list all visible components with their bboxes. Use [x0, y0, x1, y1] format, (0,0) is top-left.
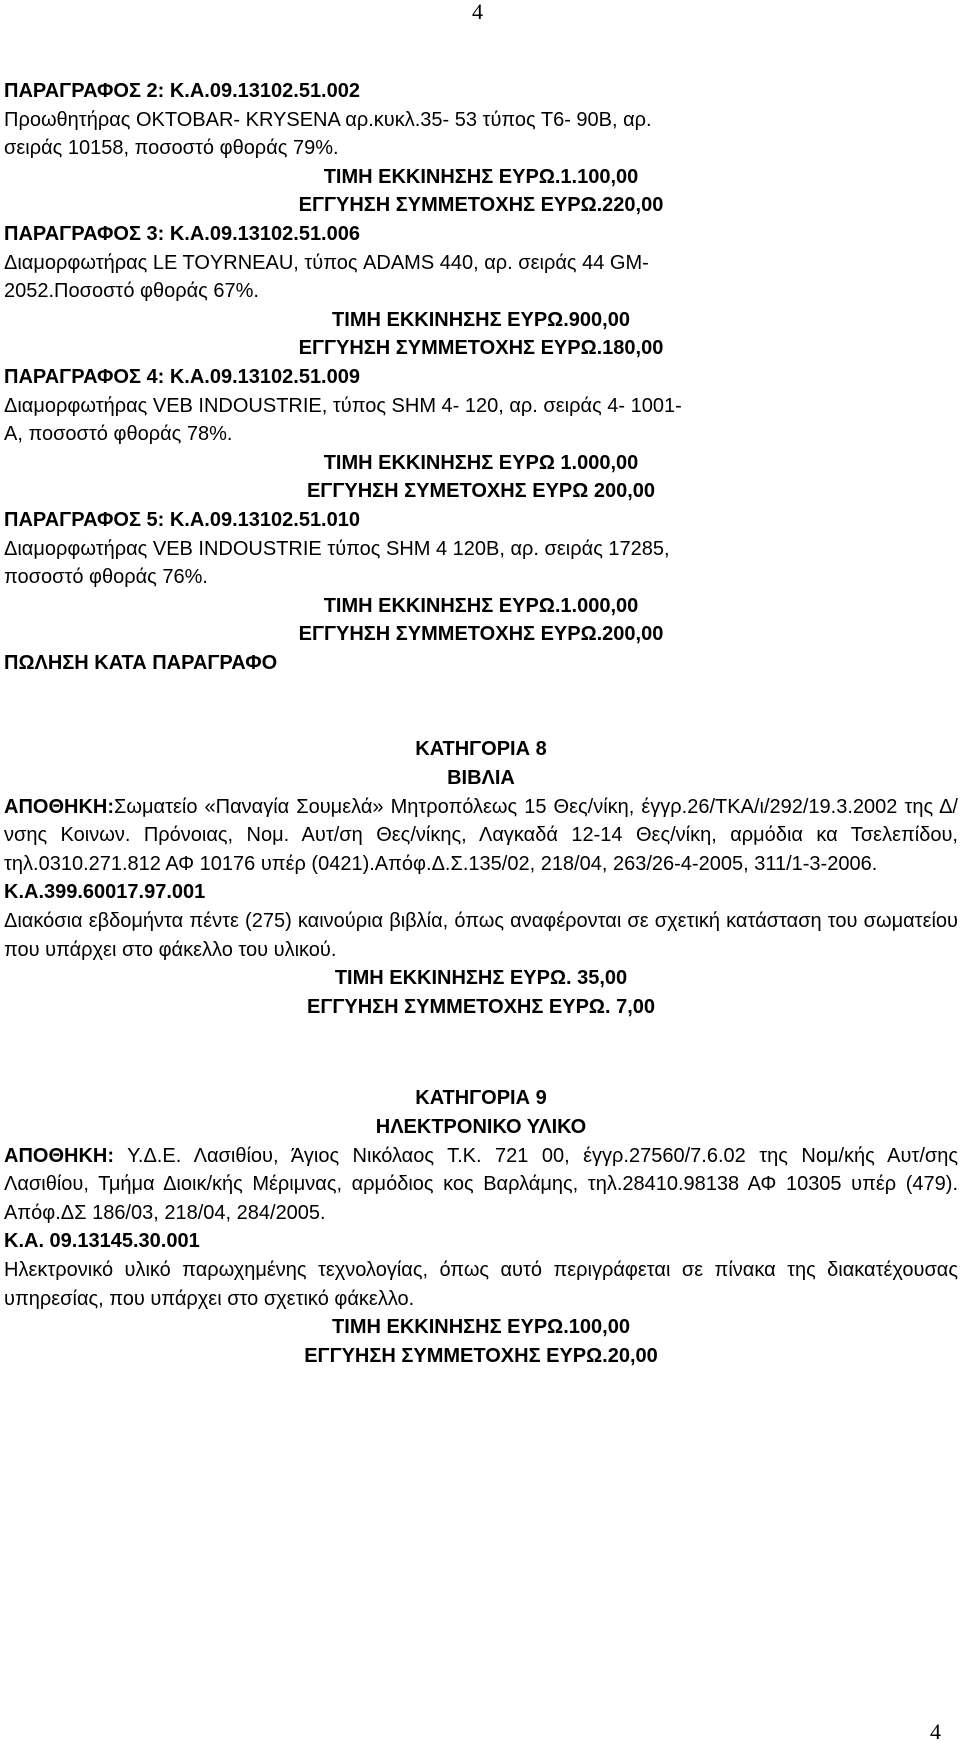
participation-guarantee: ΕΓΓΥΗΣΗ ΣΥΜΜΕΤΟΧΗΣ ΕΥΡΩ.220,00 — [298, 194, 664, 217]
item-description: Ηλεκτρονικό υλικό παρωχημένης τεχνολογίας, όπως αυτό περιγράφεται σε πίνακα της διακατέχουσας υπηρεσίας, που υπάρχει στο σχετικό φάκελλο. — [4, 1258, 958, 1310]
item-description-line: σειράς 10158, ποσοστό φθοράς 79%. — [4, 137, 339, 160]
starting-price: ΤΙΜΗ ΕΚΚΙΝΗΣΗΣ ΕΥΡΩ 1.000,00 — [323, 451, 639, 474]
starting-price: ΤΙΜΗ ΕΚΚΙΝΗΣΗΣ ΕΥΡΩ.1.100,00 — [323, 165, 639, 188]
category-8 — [4, 735, 958, 1021]
page-number-top: 4 — [472, 0, 483, 24]
participation-guarantee: ΕΓΓΥΗΣΗ ΣΥΜΕΤΟΧΗΣ ΕΥΡΩ 200,00 — [306, 480, 656, 503]
item-description-line: A, ποσοστό φθοράς 78%. — [4, 423, 233, 446]
budget-code: Κ.Α. 09.13145.30.001 — [4, 1230, 200, 1253]
participation-guarantee: ΕΓΓΥΗΣΗ ΣΥΜΜΕΤΟΧΗΣ ΕΥΡΩ.200,00 — [298, 623, 664, 646]
page-number-bottom: 4 — [930, 1719, 941, 1744]
warehouse-label: ΑΠΟΘΗΚΗ: — [4, 795, 114, 818]
starting-price: ΤΙΜΗ ΕΚΚΙΝΗΣΗΣ ΕΥΡΩ.900,00 — [332, 308, 630, 331]
item-description-line: Διαμορφωτήρας VEB INDOUSTRIE, τύπος SHM 4- 120, αρ. σειράς 4- 1001- — [4, 394, 682, 417]
paragraph-heading: ΠΑΡΑΓΡΑΦΟΣ 4: Κ.Α.09.13102.51.009 — [4, 365, 360, 388]
participation-guarantee: ΕΓΓΥΗΣΗ ΣΥΜΜΕΤΟΧΗΣ ΕΥΡΩ.20,00 — [304, 1344, 658, 1367]
category-title: ΚΑΤΗΓΟΡΙΑ 8 — [415, 738, 547, 761]
budget-code: Κ.Α.399.60017.97.001 — [4, 881, 206, 904]
item-description-line: ποσοστό φθοράς 76%. — [4, 566, 208, 589]
item-description-line: Διαμορφωτήρας LE TOYRNEAU, τύπος ADAMS 440, αρ. σειράς 44 GM- — [4, 251, 649, 274]
warehouse-info — [4, 1142, 958, 1228]
participation-guarantee: ΕΓΓΥΗΣΗ ΣΥΜΜΕΤΟΧΗΣ ΕΥΡΩ.180,00 — [298, 337, 664, 360]
warehouse-info — [4, 793, 958, 879]
category-subtitle: ΗΛΕΚΤΡΟΝΙΚΟ ΥΛΙΚΟ — [375, 1116, 587, 1138]
warehouse-label: ΑΠΟΘΗΚΗ: — [4, 1144, 114, 1167]
paragraph-heading: ΠΑΡΑΓΡΑΦΟΣ 5: Κ.Α.09.13102.51.010 — [4, 508, 360, 531]
paragraph-heading: ΠΑΡΑΓΡΑΦΟΣ 3: Κ.Α.09.13102.51.006 — [4, 222, 360, 245]
item-description: Διακόσια εβδομήντα πέντε (275) καινούρια βιβλία, όπως αναφέρονται σε σχετική κατάσταση του σωματείου που υπάρχει στο φάκελλο του υλικού. — [4, 910, 958, 961]
paragraph-4 — [4, 363, 958, 506]
warehouse-text: Υ.Δ.Ε. Λασιθίου, Άγιος Νικόλαος Τ.Κ. 721 00, έγγρ.27560/7.6.02 της Νομ/κής Αυτ/σης Λασιθίου, Τμήμα Διοικ/κής Μέριμνας, αρμόδιος κος Βαρλάμης, τηλ.28410.98138 ΑΦ 10305 υπέρ (479). Απόφ.ΔΣ 186/03, 218/04, 284/2005. — [4, 1144, 958, 1224]
warehouse-text: Σωματείο «Παναγία Σουμελά» Μητροπόλεως 15 Θες/νίκη, έγγρ.26/ΤΚΑ/ι/292/19.3.2002 της Δ/νσης Κοινων. Πρόνοιας, Νομ. Αυτ/ση Θες/νίκης, Λαγκαδά 12-14 Θες/νίκη, αρμόδια κα Τσελεπίδου, τηλ.0310.271.812 ΑΦ 10176 υπέρ (0421).Απόφ.Δ.Σ.135/02, 218/04, 263/26-4-2005, 311/1-3-2006. — [4, 795, 958, 875]
item-description-line: Διαμορφωτήρας VEB INDOUSTRIE τύπος SHM 4 120Β, αρ. σειράς 17285, — [4, 537, 670, 560]
participation-guarantee: ΕΓΓΥΗΣΗ ΣΥΜΜΕΤΟΧΗΣ ΕΥΡΩ. 7,00 — [306, 995, 656, 1018]
document-body — [4, 77, 958, 1370]
category-title: ΚΑΤΗΓΟΡΙΑ 9 — [415, 1087, 547, 1110]
sale-per-paragraph-note: ΠΩΛΗΣΗ ΚΑΤΑ ΠΑΡΑΓΡΑΦΟ — [4, 651, 278, 674]
paragraph-2 — [4, 77, 958, 220]
item-description-line: Προωθητήρας OKTOBAR- KRYSENA αρ.κυκλ.35- 53 τύπος Τ6- 90Β, αρ. — [4, 108, 652, 131]
paragraph-3 — [4, 220, 958, 363]
paragraph-5 — [4, 506, 958, 649]
starting-price: ΤΙΜΗ ΕΚΚΙΝΗΣΗΣ ΕΥΡΩ.100,00 — [332, 1316, 630, 1339]
starting-price: ΤΙΜΗ ΕΚΚΙΝΗΣΗΣ ΕΥΡΩ.1.000,00 — [323, 594, 639, 617]
starting-price: ΤΙΜΗ ΕΚΚΙΝΗΣΗΣ ΕΥΡΩ. 35,00 — [334, 967, 628, 990]
item-description-line: 2052.Ποσοστό φθοράς 67%. — [4, 280, 259, 303]
category-9 — [4, 1084, 958, 1370]
paragraph-heading: ΠΑΡΑΓΡΑΦΟΣ 2: Κ.Α.09.13102.51.002 — [4, 80, 360, 102]
category-subtitle: ΒΙΒΛΙΑ — [447, 767, 515, 790]
